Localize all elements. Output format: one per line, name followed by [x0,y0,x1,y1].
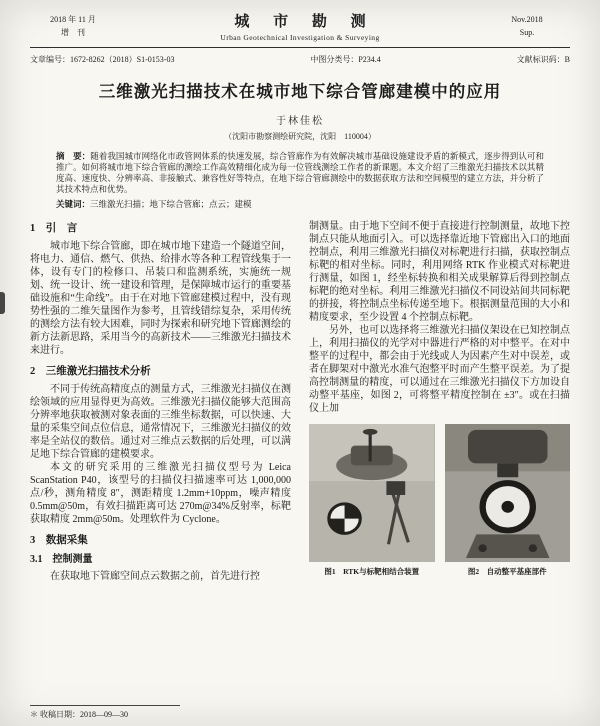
keywords-label: 关键词： [56,199,91,209]
keywords-text: 三维激光扫描；地下综合管廊；点云；建模 [90,199,252,209]
header-divider [30,47,570,48]
journal-title-en: Urban Geotechnical Investigation & Surveying [220,33,380,42]
article-title: 三维激光扫描技术在城市地下综合管廊建模中的应用 [98,82,502,101]
figure-1-caption: 图1 RTK与标靶相结合装置 [324,567,420,576]
issue-date: 2018 年 11 月 [50,15,96,24]
issue-sup: Sup. [519,28,535,37]
issue-date-block [30,10,116,39]
paragraph: 不同于传统高精度点的测量方式，三维激光扫描仪在测绘领域的应用显得更为高效。三维激光扫描仪能够大范围高分辨率地获取被测对象表面的三维坐标数据，可以快速、大量的采集空间点位信息，通常情况下，三维激光扫描仪的效率是全站仪的数倍。通过对三维点云数据的后处理，可以满足地下综合管廊的建模要求。 [30,384,291,460]
leveling-base-photo [445,424,571,562]
section-3-heading: 3 数据采集 [30,535,88,546]
journal-title-cn: 城 市 勘 测 [234,14,376,30]
body-columns [30,220,570,583]
journal-header [30,10,570,42]
abstract-block [30,151,570,195]
paragraph: 城市地下综合管廊，即在城市地下建造一个隧道空间，将电力、通信、燃气、供热、给排水等各种工程管线集于一体，设有专门的检修口、吊装口和监测系统，实施统一规划、统一设计、统一建设和管理，是保障城市运行的重要基础设施和“生命线”。由于在对地下管廊建模过程中，没有现势性强的二维矢量图作为参考，且管线错综复杂，采用传统的测绘方法有较大困难，同时为探索和研究地下管廊测绘的新方法新思路，采用当今的高新技术——三维激光扫描技术来进行。 [30,241,291,356]
paragraph: 制测量。由于地下空间不便于直接进行控制测量，故地下控制点只能从地面引入。可以选择靠近地下管廊出入口的地面控制点，利用三维激光扫描仪对标靶进行扫描，获取控制点标靶的相对坐标。同时，利用网络 RTK 作业模式对标靶进行测量，如图 1，经坐标转换和相关成果解算后得到控制点标靶的绝对坐标。利用三维激光扫描仪不同设站间共同标靶的拼接，将控制点坐标传递至地下。根据测量范围的大小和精度要求，至少设置 4 个控制点标靶。 [309,221,570,323]
paragraph: 在获取地下管廊空间点云数据之前，首先进行控 [50,571,260,582]
section-1-heading: 1 引 言 [30,223,78,234]
document-code: 文献标识码：B [516,55,570,64]
figure-1 [309,424,435,578]
clc-number: 中图分类号：P234.4 [310,55,381,64]
affiliation: （沈阳市勘察测绘研究院，沈阳 110004） [224,132,376,141]
footnote-divider [30,705,180,706]
footnote [30,705,180,720]
journal-title-block [116,10,484,42]
issue-date-en-block [484,10,570,39]
figure-2 [445,424,571,578]
section-3-1-heading: 3.1 控制测量 [30,554,93,565]
left-column [30,220,291,583]
abstract-text: 随着我国城市网络化市政管网体系的快速发展，综合管廊作为有效解决城市基础设施建设矛盾的新模式，逐步得到认可和推广。如何将城市地下综合管廊的测绘工作高效精细化成为每一位管线测绘工作者的新课题。本文介绍了三维激光扫描技术以其精度高、速度快、分辨率高、非接触式、兼容性好等特点，在地下综合管廊测绘中的数据获取方法和空间模型的建立方法，并分析了其技术特点和优势。 [56,151,544,194]
scan-artifact [0,292,5,314]
author-name: 于林佳松 [276,116,324,127]
issue-date-en: Nov.2018 [511,15,543,24]
paragraph: 另外，也可以选择将三维激光扫描仪架设在已知控制点上，利用扫描仪的光学对中器进行严格的对中整平。在对中整平的过程中，都会由于光线或人为因素产生对中误差，或者在脚架对中激光水准气泡整平时而产生整平误差。为了提高控制测量的精度，可以通过在三维激光扫描仪下方加设自动整平基座，如图 2，可将整平精度控制在 ±3″。或在扫描仪上加 [309,325,570,414]
paragraph: 本文的研究采用的三维激光扫描仪型号为 Leica ScanStation P40，该型号的扫描仪扫描速率可达 1,000,000 点/秒，测角精度 8″，测距精度 1.2mm+10ppm，噪声精度 0.5mm@50m，有效扫描距离可达 270m@34%反射率，标靶获取精度 2mm@50m。处理软件为 Cyclone。 [30,462,291,525]
figure-2-caption: 图2 自动整平基座部件 [467,567,547,576]
abstract-label: 摘 要： [56,151,91,161]
rtk-target-photo [309,424,435,562]
issue-type: 增 刊 [61,28,85,37]
article-meta [30,54,570,65]
figures-row [309,424,570,578]
article-number: 文章编号：1672-8262（2018）S1-0153-03 [30,55,175,64]
keywords-block [30,199,570,210]
section-2-heading: 2 三维激光扫描技术分析 [30,366,151,377]
right-column [309,220,570,583]
received-date: ＊ 收稿日期：2018—09—30 [30,710,128,719]
